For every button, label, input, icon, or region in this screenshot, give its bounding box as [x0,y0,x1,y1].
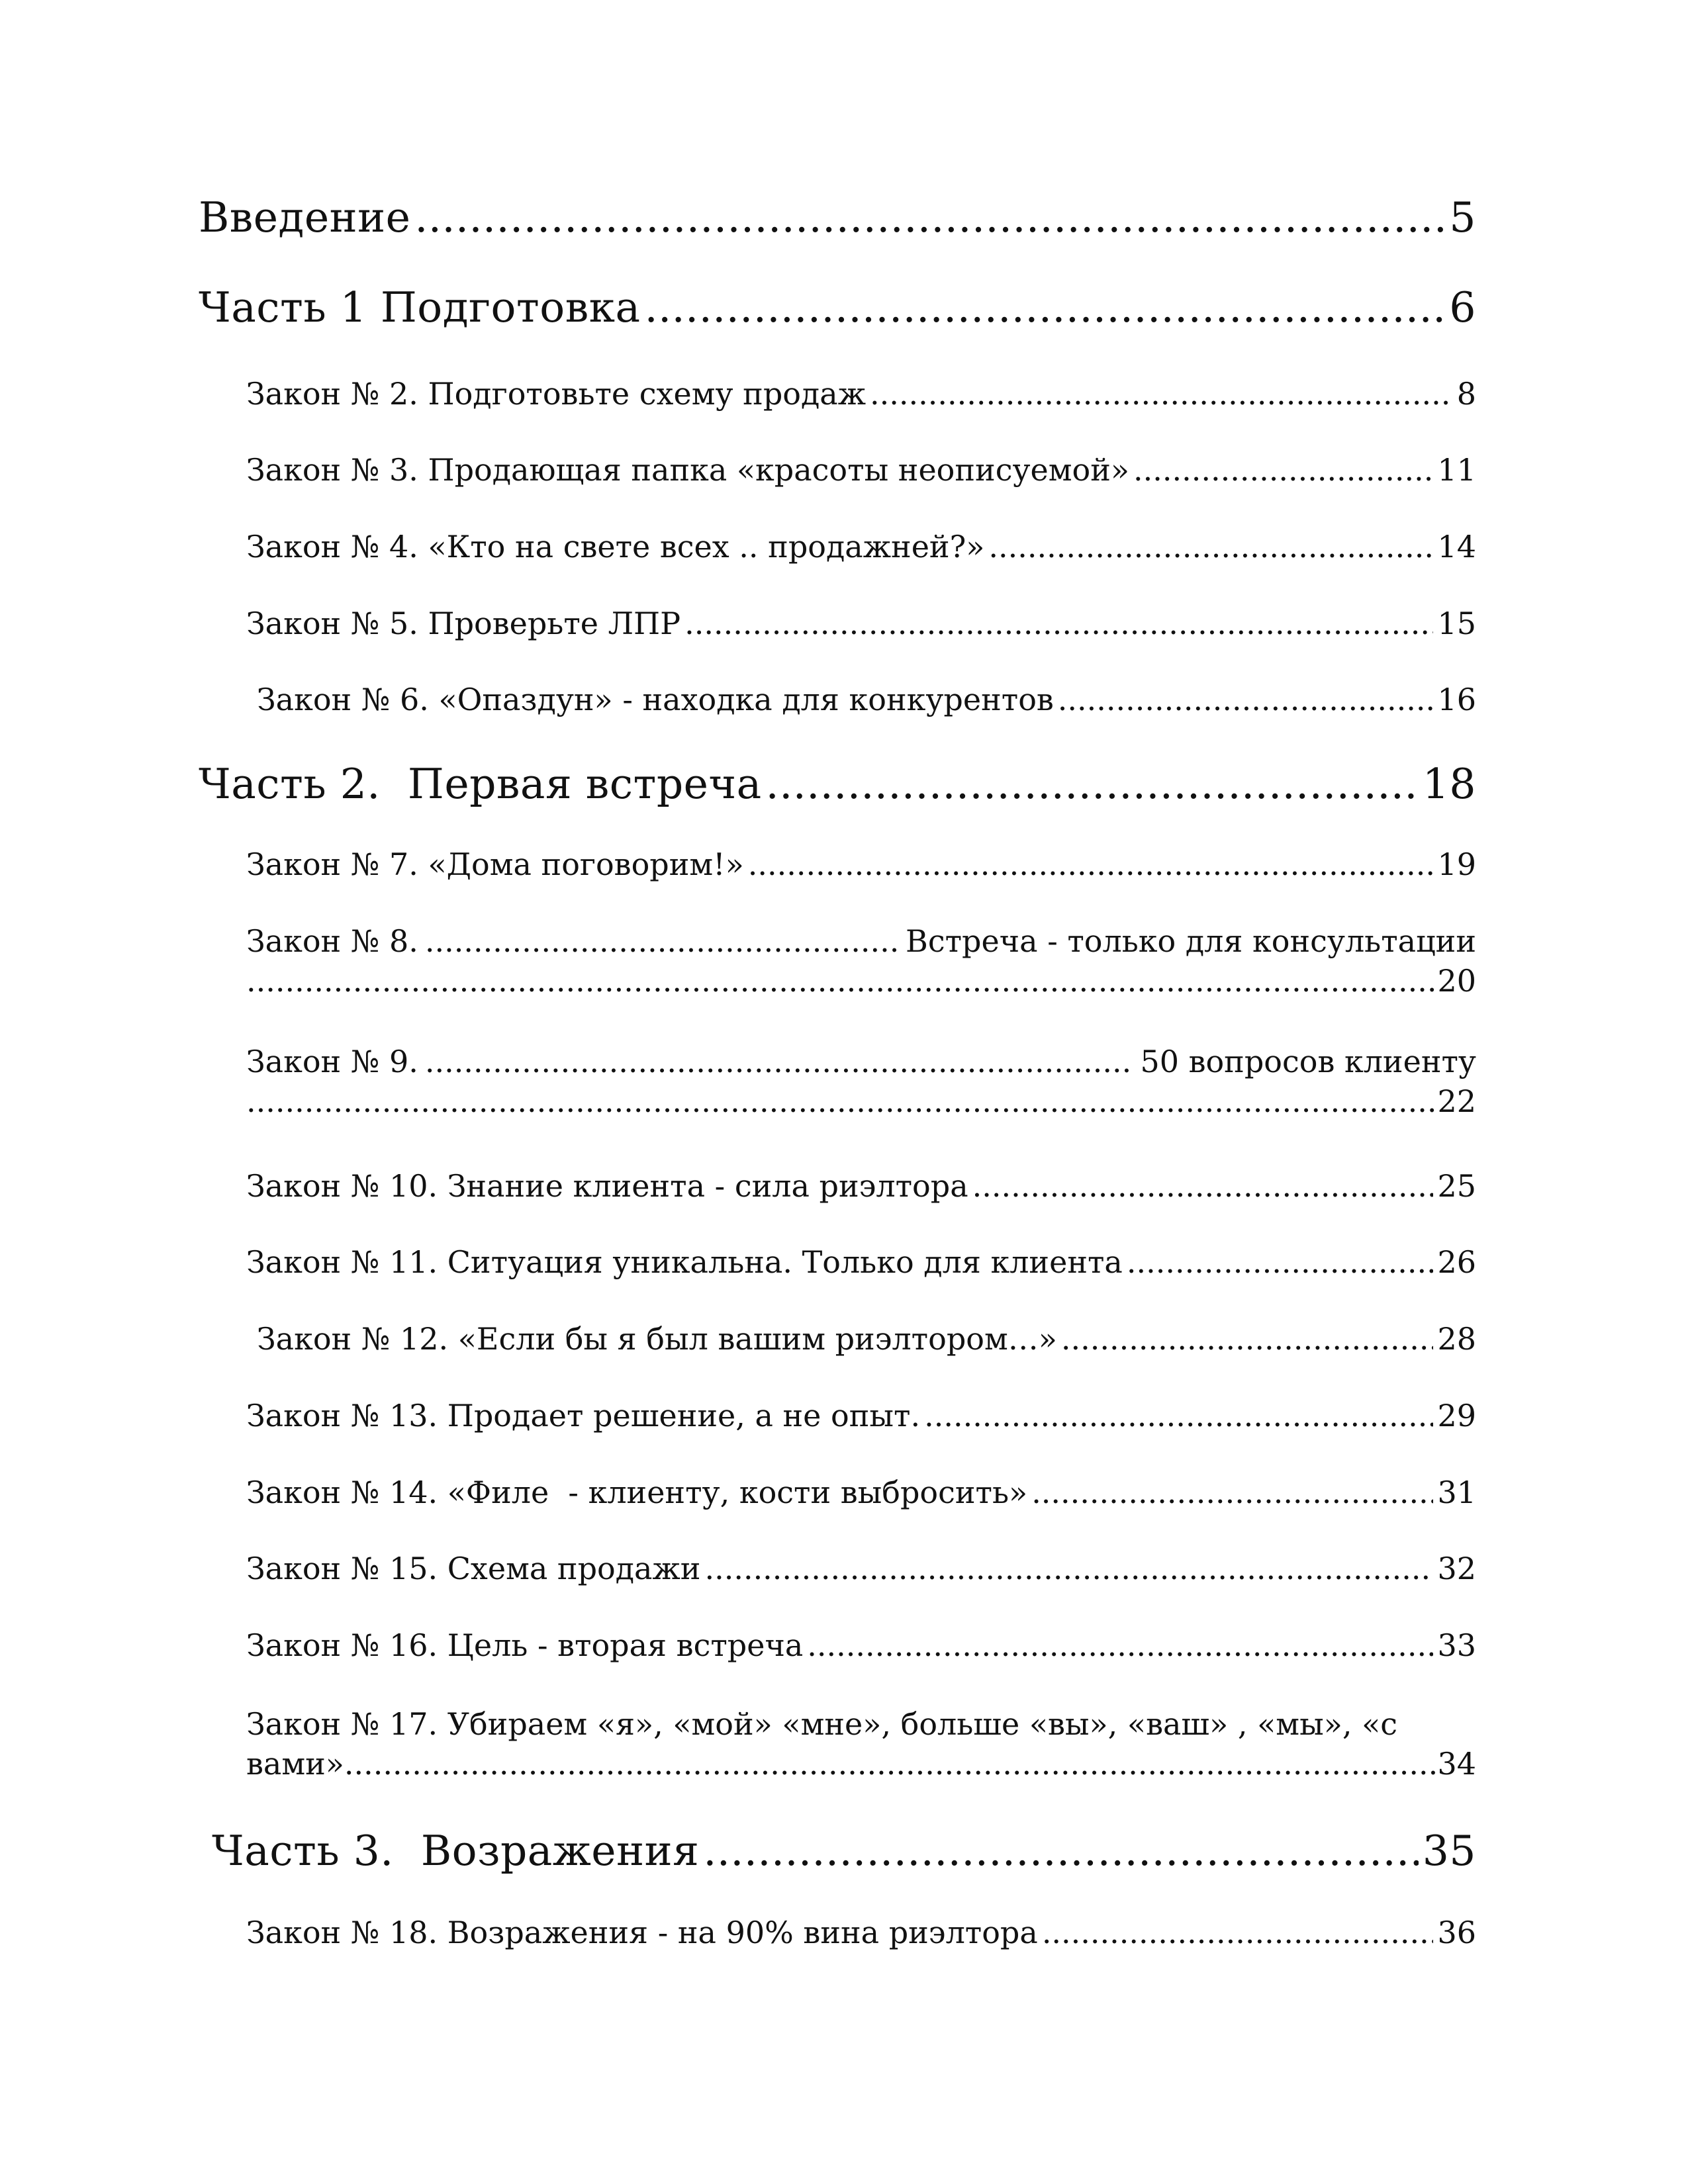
toc-entry-title: Введение [199,193,411,242]
toc-entry-page: 29 [1437,1398,1476,1433]
toc-entry-title-prefix: Закон № 9. [246,1044,418,1079]
toc-entry-law-15[interactable] [199,1551,1476,1586]
toc-entry-title-suffix: Встреча - только для консультации [906,923,1476,959]
dot-leader [1133,452,1433,488]
toc-entry-title: Часть 2. Первая встреча [199,760,762,808]
toc-entry-page: 15 [1437,606,1476,641]
dot-leader [246,1083,1437,1119]
toc-entry-page: 18 [1422,760,1476,808]
toc-entry-part-2[interactable] [199,760,1476,808]
toc-entry-page: 22 [1437,1083,1476,1119]
toc-entry-introduction[interactable] [199,193,1476,242]
toc-entry-law-6[interactable] [199,682,1476,717]
toc-entry-title: Закон № 7. «Дома поговорим!» [246,846,744,882]
toc-entry-title: Закон № 11. Ситуация уникальна. Только для клиента [246,1244,1123,1280]
toc-entry-law-16[interactable] [199,1627,1476,1663]
toc-entry-title: Закон № 16. Цель - вторая встреча [246,1627,804,1663]
dot-leader [748,846,1434,882]
toc-entry-law-10[interactable] [199,1168,1476,1204]
dot-leader [766,760,1419,808]
toc-entry-law-5[interactable] [199,606,1476,641]
dot-leader [1127,1244,1434,1280]
dot-leader [425,1044,1134,1079]
toc-entry-title: Закон № 4. «Кто на свете всех .. продажней?» [246,529,985,565]
toc-entry-law-13[interactable] [199,1398,1476,1433]
toc-entry-page: 32 [1437,1551,1476,1586]
dot-leader [972,1168,1434,1204]
toc-entry-law-7[interactable] [199,846,1476,882]
dot-leader [684,606,1433,641]
toc-entry-part-3[interactable] [199,1827,1476,1875]
toc-entry-page: 34 [1437,1746,1476,1782]
toc-entry-law-17[interactable] [199,1704,1476,1784]
toc-entry-page: 36 [1437,1915,1476,1950]
dot-leader [703,1827,1419,1875]
toc-entry-title: Закон № 14. «Филе - клиенту, кости выбросить» [246,1475,1028,1510]
toc-entry-page: 33 [1437,1627,1476,1663]
toc-entry-law-2[interactable] [199,376,1476,412]
toc-entry-page: 8 [1456,376,1476,412]
toc-entry-title-prefix: Закон № 8. [246,923,418,959]
toc-entry-law-12[interactable] [199,1321,1476,1357]
toc-entry-page: 25 [1437,1168,1476,1204]
dot-leader [870,376,1453,412]
toc-entry-law-9[interactable] [199,1044,1476,1119]
toc-entry-page: 20 [1437,963,1476,999]
toc-entry-page: 14 [1437,529,1476,565]
toc-entry-page: 35 [1422,1827,1476,1875]
toc-entry-page: 26 [1437,1244,1476,1280]
toc-entry-title: Закон № 5. Проверьте ЛПР [246,606,681,641]
toc-entry-title: Закон № 2. Подготовьте схему продаж [246,376,867,412]
dot-leader [1058,682,1434,717]
dot-leader [246,963,1437,999]
toc-entry-part-1[interactable] [199,283,1476,332]
toc-entry-title: Закон № 12. «Если бы я был вашим риэлтором…» [257,1321,1057,1357]
dot-leader [344,1744,1438,1784]
dot-leader [1031,1475,1433,1510]
toc-entry-page: 16 [1437,682,1476,717]
dot-leader [704,1551,1433,1586]
table-of-contents [199,0,1476,2184]
dot-leader [924,1398,1433,1433]
dot-leader [1061,1321,1434,1357]
dot-leader [414,193,1445,242]
toc-entry-law-3[interactable] [199,452,1476,488]
toc-entry-law-8[interactable] [199,923,1476,999]
toc-entry-title-suffix: 50 вопросов клиенту [1140,1044,1476,1079]
dot-leader [645,283,1446,332]
toc-entry-page: 19 [1437,846,1476,882]
toc-entry-law-11[interactable] [199,1244,1476,1280]
toc-entry-title: Закон № 3. Продающая папка «красоты неописуемой» [246,452,1130,488]
toc-entry-page: 31 [1437,1475,1476,1510]
dot-leader [807,1627,1433,1663]
toc-entry-page: 5 [1449,193,1476,242]
toc-entry-title-line2: вами» [246,1746,344,1782]
dot-leader [1042,1915,1434,1950]
toc-entry-title: Закон № 18. Возражения - на 90% вина риэлтора [246,1915,1038,1950]
toc-entry-title: Часть 1 Подготовка [199,283,641,332]
toc-entry-title: Часть 3. Возражения [212,1827,700,1875]
dot-leader [988,529,1433,565]
toc-entry-title: Закон № 15. Схема продажи [246,1551,701,1586]
toc-entry-title-line1: Закон № 17. Убираем «я», «мой» «мне», больше «вы», «ваш» , «мы», «с [246,1706,1397,1742]
toc-entry-law-14[interactable] [199,1475,1476,1510]
toc-entry-page: 28 [1437,1321,1476,1357]
toc-entry-title: Закон № 10. Знание клиента - сила риэлтора [246,1168,968,1204]
toc-entry-page: 11 [1437,452,1476,488]
toc-entry-page: 6 [1449,283,1476,332]
toc-entry-law-4[interactable] [199,529,1476,565]
toc-entry-title: Закон № 6. «Опаздун» - находка для конкурентов [257,682,1054,717]
toc-entry-title: Закон № 13. Продает решение, а не опыт. [246,1398,921,1433]
dot-leader [425,923,899,959]
toc-entry-law-18[interactable] [199,1915,1476,1950]
